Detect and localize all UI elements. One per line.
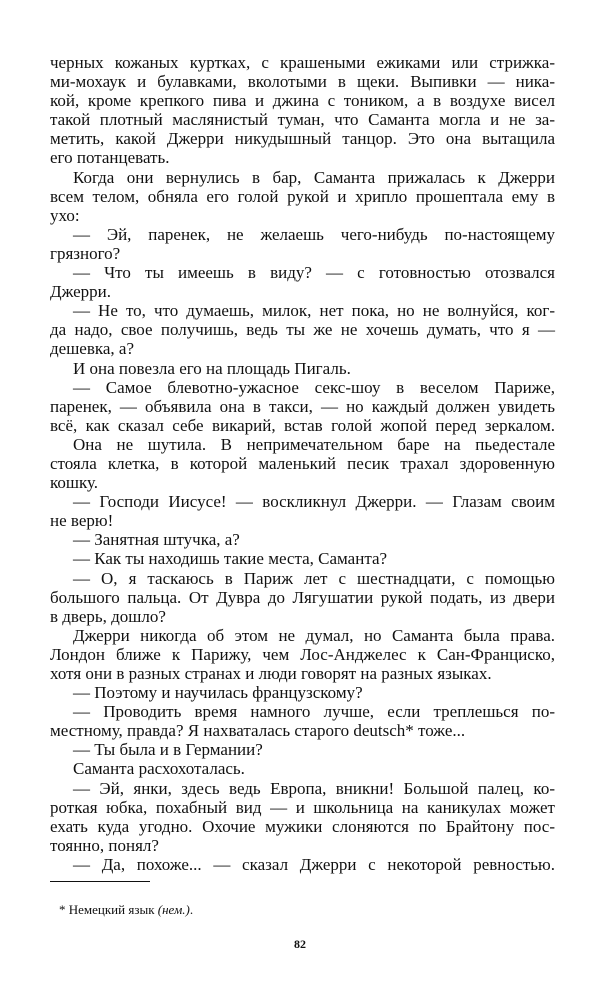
body-line: Когда они вернулись в бар, Саманта прижалась к Джерри bbox=[73, 167, 555, 187]
body-line: — Занятная штучка, а? bbox=[73, 530, 240, 550]
body-line: черных кожаных куртках, с крашеными ежиками или стрижка- bbox=[50, 53, 555, 72]
body-line: — Не то, что думаешь, милок, нет пока, но не волнуйся, ког- bbox=[73, 301, 555, 321]
body-line: хотя они в разных странах и люди говорят на разных языках. bbox=[50, 664, 492, 683]
body-line: в дверь, дошло? bbox=[50, 606, 166, 626]
body-line: ехать куда угодно. Охочие мужики слоняются по Брайтону пос- bbox=[50, 816, 555, 836]
body-line: — Что ты имеешь в виду? — с готовностью отозвался bbox=[73, 263, 555, 283]
body-line: грязного? bbox=[50, 243, 121, 263]
footnote-text: * Немецкий язык bbox=[59, 902, 158, 917]
body-line: — Поэтому и научилась французскому? bbox=[73, 683, 363, 703]
page-number: 82 bbox=[294, 937, 306, 951]
body-line: стояла клетка, в которой маленький песик трахал здоровенную bbox=[50, 453, 555, 473]
body-line: — Проводить время намного лучше, если треплешься по- bbox=[73, 702, 555, 722]
body-line: кошку. bbox=[50, 473, 99, 493]
body-line: всё, как сказал себе викарий, встав голой жопой перед зеркалом. bbox=[50, 415, 555, 435]
body-line: Лондон ближе к Парижу, чем Лос-Анджелес к Сан-Франциско, bbox=[50, 644, 555, 664]
body-line: — Эй, янки, здесь ведь Европа, вникни! Большой палец, ко- bbox=[73, 778, 555, 798]
body-line: большого пальца. От Дувра до Лягушатии рукой подать, из двери bbox=[50, 587, 555, 607]
body-line: — О, я таскаюсь в Париж лет с шестнадцати, с помощью bbox=[73, 568, 555, 588]
body-line: И она повезла его на площадь Пигаль. bbox=[73, 358, 351, 378]
page-body bbox=[50, 53, 555, 874]
body-line: метить, какой Джерри никудышный танцор. Это она вытащила bbox=[50, 129, 555, 149]
body-line: местному, правда? Я нахваталась старого deutsch* тоже... bbox=[50, 721, 466, 741]
body-line: дешевка, а? bbox=[50, 339, 134, 359]
body-line: не верю! bbox=[50, 511, 114, 531]
body-line: всем телом, обняла его голой рукой и хрипло прошептала ему в bbox=[50, 186, 555, 206]
body-line: роткая юбка, похабный вид — и школьница на каникулах может bbox=[50, 797, 555, 817]
body-line: — Да, похоже... — сказал Джерри с некоторой ревностью. bbox=[73, 854, 555, 874]
body-line: Саманта расхохоталась. bbox=[73, 759, 245, 779]
body-line: такой плотный маслянистый туман, что Саманта могла и не за- bbox=[50, 110, 555, 130]
body-line: — Ты была и в Германии? bbox=[73, 740, 263, 760]
footnote bbox=[59, 902, 193, 918]
body-line: — Самое блевотно-ужасное секс-шоу в веселом Париже, bbox=[73, 377, 555, 397]
body-line: кой, кроме крепкого пива и джина с тоником, а в воздухе висел bbox=[50, 91, 555, 111]
body-line: паренек, — объявила она в такси, — но каждый должен увидеть bbox=[50, 396, 555, 416]
body-line: ухо: bbox=[50, 205, 80, 225]
body-line: да надо, свое получишь, ведь ты же не хочешь думать, что я — bbox=[50, 320, 555, 340]
body-line: — Господи Иисусе! — воскликнул Джерри. — Глазам своим bbox=[73, 492, 555, 512]
body-line: Джерри. bbox=[50, 282, 112, 302]
footnote-divider bbox=[50, 881, 150, 882]
footnote-tail: . bbox=[189, 902, 194, 917]
body-line: его потанцевать. bbox=[50, 148, 170, 168]
body-line: Джерри никогда об этом не думал, но Саманта была права. bbox=[73, 625, 555, 645]
footnote-emphasis: (нем.) bbox=[157, 902, 190, 917]
body-line: тоянно, понял? bbox=[50, 835, 159, 855]
body-line: Она не шутила. В непримечательном баре на пьедестале bbox=[73, 434, 555, 454]
body-line: — Как ты находишь такие места, Саманта? bbox=[73, 549, 388, 569]
body-line: ми-мохаук и булавками, вколотыми в щеки. Выпивки — ника- bbox=[50, 72, 555, 92]
body-line: — Эй, паренек, не желаешь чего-нибудь по-настоящему bbox=[73, 224, 555, 244]
